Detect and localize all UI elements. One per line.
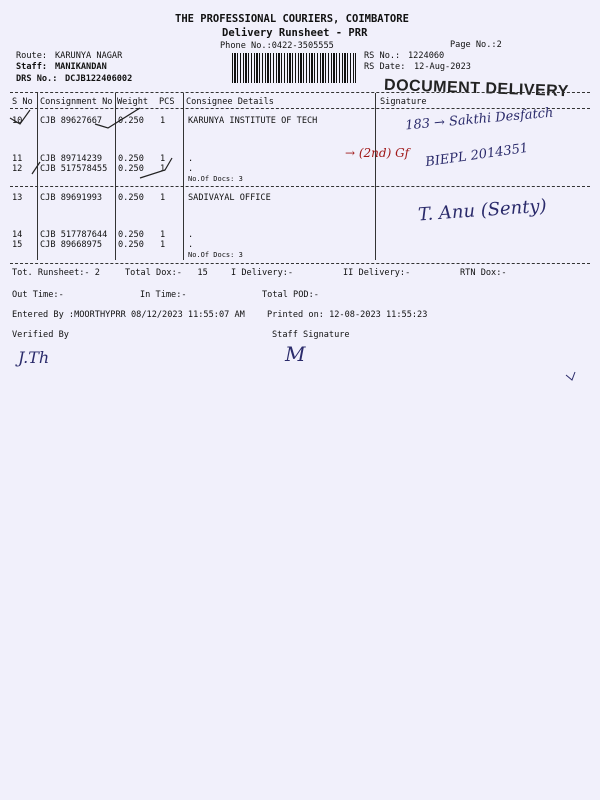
- row-weight: 0.250: [118, 164, 144, 174]
- row-consignment: CJB 517787644: [40, 230, 108, 240]
- col-pcs: PCS: [159, 97, 175, 107]
- row-sno: 14: [12, 230, 23, 240]
- group-rule: [10, 186, 590, 187]
- route-value: KARUNYA NAGAR: [55, 51, 123, 61]
- handwritten-signature: 183 → Sakthi Desfatch: [404, 105, 554, 134]
- col-divider: [375, 93, 376, 260]
- row-consignee: .: [188, 240, 194, 250]
- row-weight: 0.250: [118, 154, 144, 164]
- col-divider: [37, 93, 38, 260]
- row-weight: 0.250: [118, 240, 144, 250]
- in-time: In Time:-: [140, 290, 187, 300]
- total-runsheet: Tot. Runsheet:- 2: [12, 268, 100, 278]
- row-weight: 0.250: [118, 230, 144, 240]
- row-pcs: 1: [160, 230, 166, 240]
- company-name: THE PROFESSIONAL COURIERS, COIMBATORE: [175, 13, 409, 25]
- barcode: [232, 53, 356, 83]
- out-time: Out Time:-: [12, 290, 64, 300]
- row-weight: 0.250: [118, 193, 144, 203]
- row-consignee: SADIVAYAL OFFICE: [188, 193, 271, 203]
- row-sno: 11: [12, 154, 23, 164]
- rtn-dox: RTN Dox:-: [460, 268, 507, 278]
- handwritten-note: → (2nd) Gf: [345, 146, 410, 160]
- row-pcs: 1: [160, 164, 166, 174]
- row-sno: 10: [12, 116, 23, 126]
- row-consignment: CJB 517578455: [40, 164, 108, 174]
- rs-no-value: 1224060: [408, 51, 445, 61]
- staff-signature-label: Staff Signature: [272, 330, 350, 340]
- row-sno: 12: [12, 164, 23, 174]
- row-pcs: 1: [160, 193, 166, 203]
- row-consignee: .: [188, 230, 194, 240]
- row-consignment: CJB 89714239: [40, 154, 103, 164]
- entered-by: Entered By :MOORTHYPRR 08/12/2023 11:55:07 AM: [12, 310, 245, 320]
- col-consignment: Consignment No: [40, 97, 113, 107]
- handwritten-signature: BIEPL 2014351: [424, 140, 530, 171]
- row-consignee: .: [188, 164, 194, 174]
- docs-count: No.Of Docs: 3: [188, 175, 243, 183]
- drs-value: DCJB122406002: [65, 74, 133, 84]
- tick-mark: [0, 0, 1, 1]
- rs-date-value: 12-Aug-2023: [414, 62, 471, 72]
- rs-date-label: RS Date:: [364, 62, 406, 72]
- runsheet-title: Delivery Runsheet - PRR: [222, 27, 368, 39]
- i-delivery: I Delivery:-: [231, 268, 294, 278]
- col-weight: Weight: [117, 97, 149, 107]
- row-weight: 0.250: [118, 116, 144, 126]
- staff-label: Staff:: [16, 62, 48, 72]
- drs-label: DRS No.:: [16, 74, 58, 84]
- row-consignment: CJB 89691993: [40, 193, 103, 203]
- col-sno: S No: [12, 97, 33, 107]
- docs-count: No.Of Docs: 3: [188, 251, 243, 259]
- staff-signature: M: [285, 342, 306, 366]
- document-delivery-stamp: DOCUMENT DELIVERY: [383, 76, 570, 101]
- table-top-rule: [10, 92, 590, 93]
- handwritten-signature: T. Anu (Senty): [417, 195, 548, 226]
- row-pcs: 1: [160, 154, 166, 164]
- row-pcs: 1: [160, 116, 166, 126]
- row-pcs: 1: [160, 240, 166, 250]
- row-consignment: CJB 89668975: [40, 240, 103, 250]
- row-consignee: .: [188, 154, 194, 164]
- total-dox: Total Dox:- 15: [125, 268, 208, 278]
- row-sno: 13: [12, 193, 23, 203]
- row-consignee: KARUNYA INSTITUTE OF TECH: [188, 116, 318, 126]
- page-number: Page No.:2: [450, 40, 502, 50]
- rs-no-label: RS No.:: [364, 51, 401, 61]
- phone-number: Phone No.:0422-3505555: [220, 41, 334, 51]
- verified-signature: J.Th: [18, 348, 50, 367]
- staff-value: MANIKANDAN: [55, 62, 107, 72]
- ii-delivery: II Delivery:-: [343, 268, 411, 278]
- row-consignment: CJB 89627667: [40, 116, 103, 126]
- table-bottom-rule: [10, 263, 590, 264]
- printed-on: Printed on: 12-08-2023 11:55:23: [267, 310, 428, 320]
- route-label: Route:: [16, 51, 48, 61]
- verified-by-label: Verified By: [12, 330, 69, 340]
- total-pod: Total POD:-: [262, 290, 319, 300]
- col-divider: [183, 93, 184, 260]
- col-consignee: Consignee Details: [186, 97, 274, 107]
- row-sno: 15: [12, 240, 23, 250]
- col-divider: [115, 93, 116, 260]
- col-signature: Signature: [380, 97, 427, 107]
